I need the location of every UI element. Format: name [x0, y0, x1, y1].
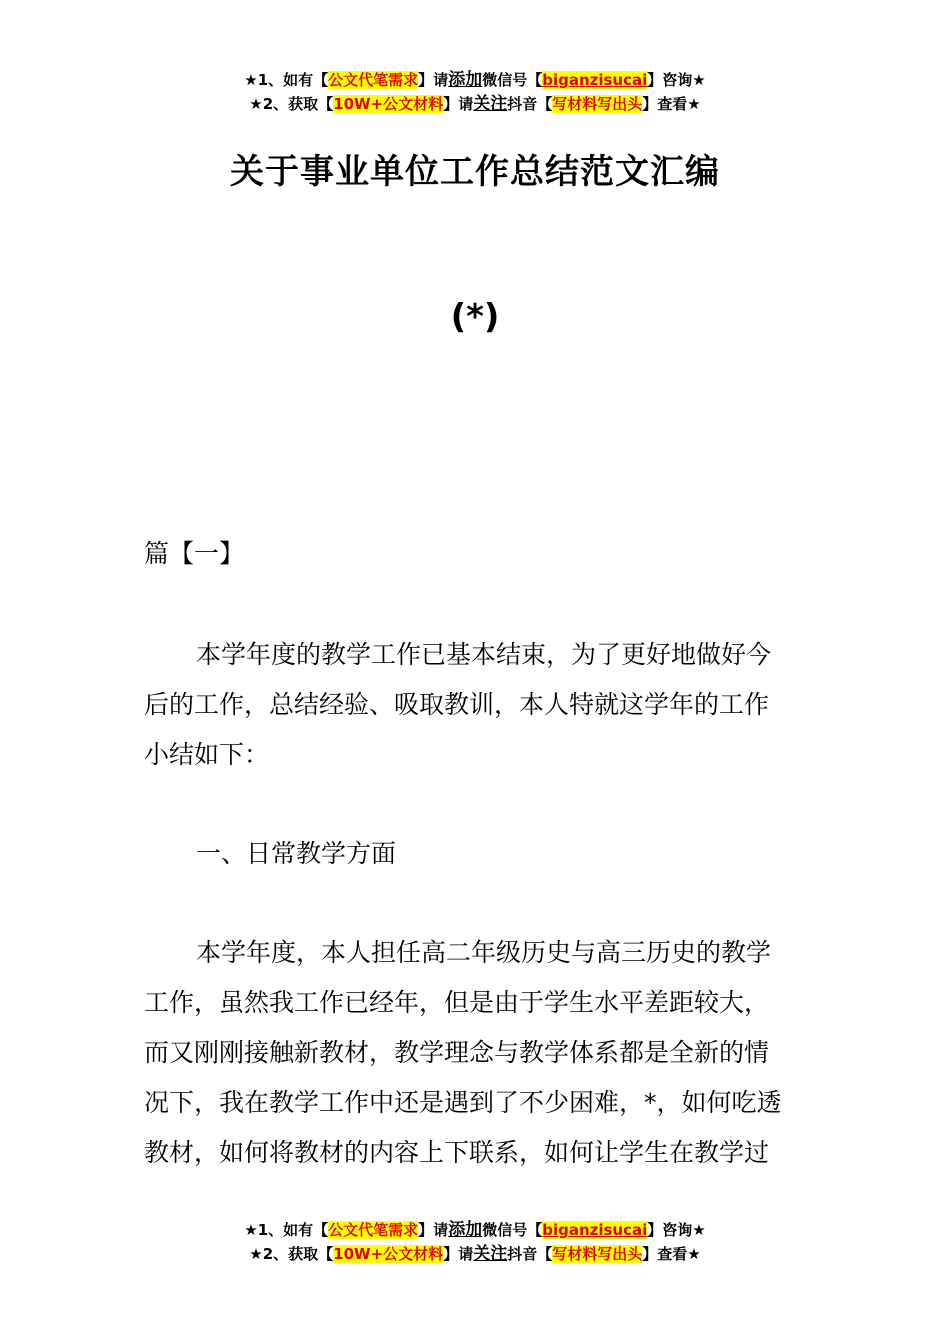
banner-line-2-mid: 】请: [443, 1245, 474, 1263]
banner-line-1-suffix: 】咨询★: [647, 1221, 706, 1239]
banner-line-2-suffix: 】查看★: [642, 95, 701, 113]
document-title: 关于事业单位工作总结范文汇编: [230, 152, 720, 192]
paragraph-line: 小结如下：: [144, 740, 270, 769]
banner-line-1-mid: 】请: [418, 71, 449, 89]
banner-highlight-service: 公文代笔需求: [328, 1221, 419, 1239]
banner-highlight-materials: 10W+公文材料: [333, 1245, 444, 1263]
banner-emphasis-add: 添加: [448, 70, 483, 90]
banner-line-1-mid: 】请: [418, 1221, 449, 1239]
paragraph-line: 本学年度，本人担任高二年级历史与高三历史的教学: [196, 938, 772, 967]
banner-emphasis-follow: 关注: [473, 94, 508, 114]
banner-line-2: [0, 1242, 950, 1266]
banner-douyin-account[interactable]: 写材料写出头: [552, 1245, 643, 1263]
document-subtitle: (*): [450, 297, 500, 337]
banner-highlight-materials: 10W+公文材料: [333, 95, 444, 113]
banner-line-2-mid2: 抖音【: [507, 95, 553, 113]
banner-line-1-prefix: ★1、如有【: [244, 71, 329, 89]
banner-line-2-prefix: ★2、获取【: [249, 1245, 334, 1263]
banner-line-1-prefix: ★1、如有【: [244, 1221, 329, 1239]
banner-line-1: [0, 68, 950, 92]
banner-line-1: [0, 1218, 950, 1242]
banner-line-1-suffix: 】咨询★: [647, 71, 706, 89]
paragraph-line: 工作，虽然我工作已经年，但是由于学生水平差距较大，: [144, 988, 770, 1017]
banner-line-2-suffix: 】查看★: [642, 1245, 701, 1263]
banner-line-2-mid: 】请: [443, 95, 474, 113]
banner-emphasis-add: 添加: [448, 1220, 483, 1240]
top-banner: [0, 68, 950, 116]
paragraph-line: 而又刚刚接触新教材，教学理念与教学体系都是全新的情: [144, 1038, 770, 1067]
banner-wechat-id[interactable]: biganzisucai: [542, 71, 648, 89]
banner-line-1-mid2: 微信号【: [482, 71, 543, 89]
banner-line-2-prefix: ★2、获取【: [249, 95, 334, 113]
banner-wechat-id[interactable]: biganzisucai: [542, 1221, 648, 1239]
banner-highlight-service: 公文代笔需求: [328, 71, 419, 89]
banner-douyin-account[interactable]: 写材料写出头: [552, 95, 643, 113]
paragraph-line: 况下，我在教学工作中还是遇到了不少困难，*，如何吃透: [144, 1088, 782, 1117]
paragraph-intro: [144, 630, 808, 780]
banner-emphasis-follow: 关注: [473, 1244, 508, 1264]
paragraph-line: 后的工作，总结经验、吸取教训，本人特就这学年的工作: [144, 690, 770, 719]
paragraph-line: 本学年度的教学工作已基本结束，为了更好地做好今: [196, 640, 772, 669]
paragraph-line: 教材，如何将教材的内容上下联系，如何让学生在教学过: [144, 1138, 770, 1167]
section-heading-daily-teaching: 一、日常教学方面: [196, 839, 397, 868]
banner-line-2-mid2: 抖音【: [507, 1245, 553, 1263]
banner-line-2: [0, 92, 950, 116]
paragraph-daily-teaching: [144, 928, 808, 1178]
banner-line-1-mid2: 微信号【: [482, 1221, 543, 1239]
section-label: 篇【一】: [144, 539, 245, 568]
bottom-banner: [0, 1218, 950, 1266]
